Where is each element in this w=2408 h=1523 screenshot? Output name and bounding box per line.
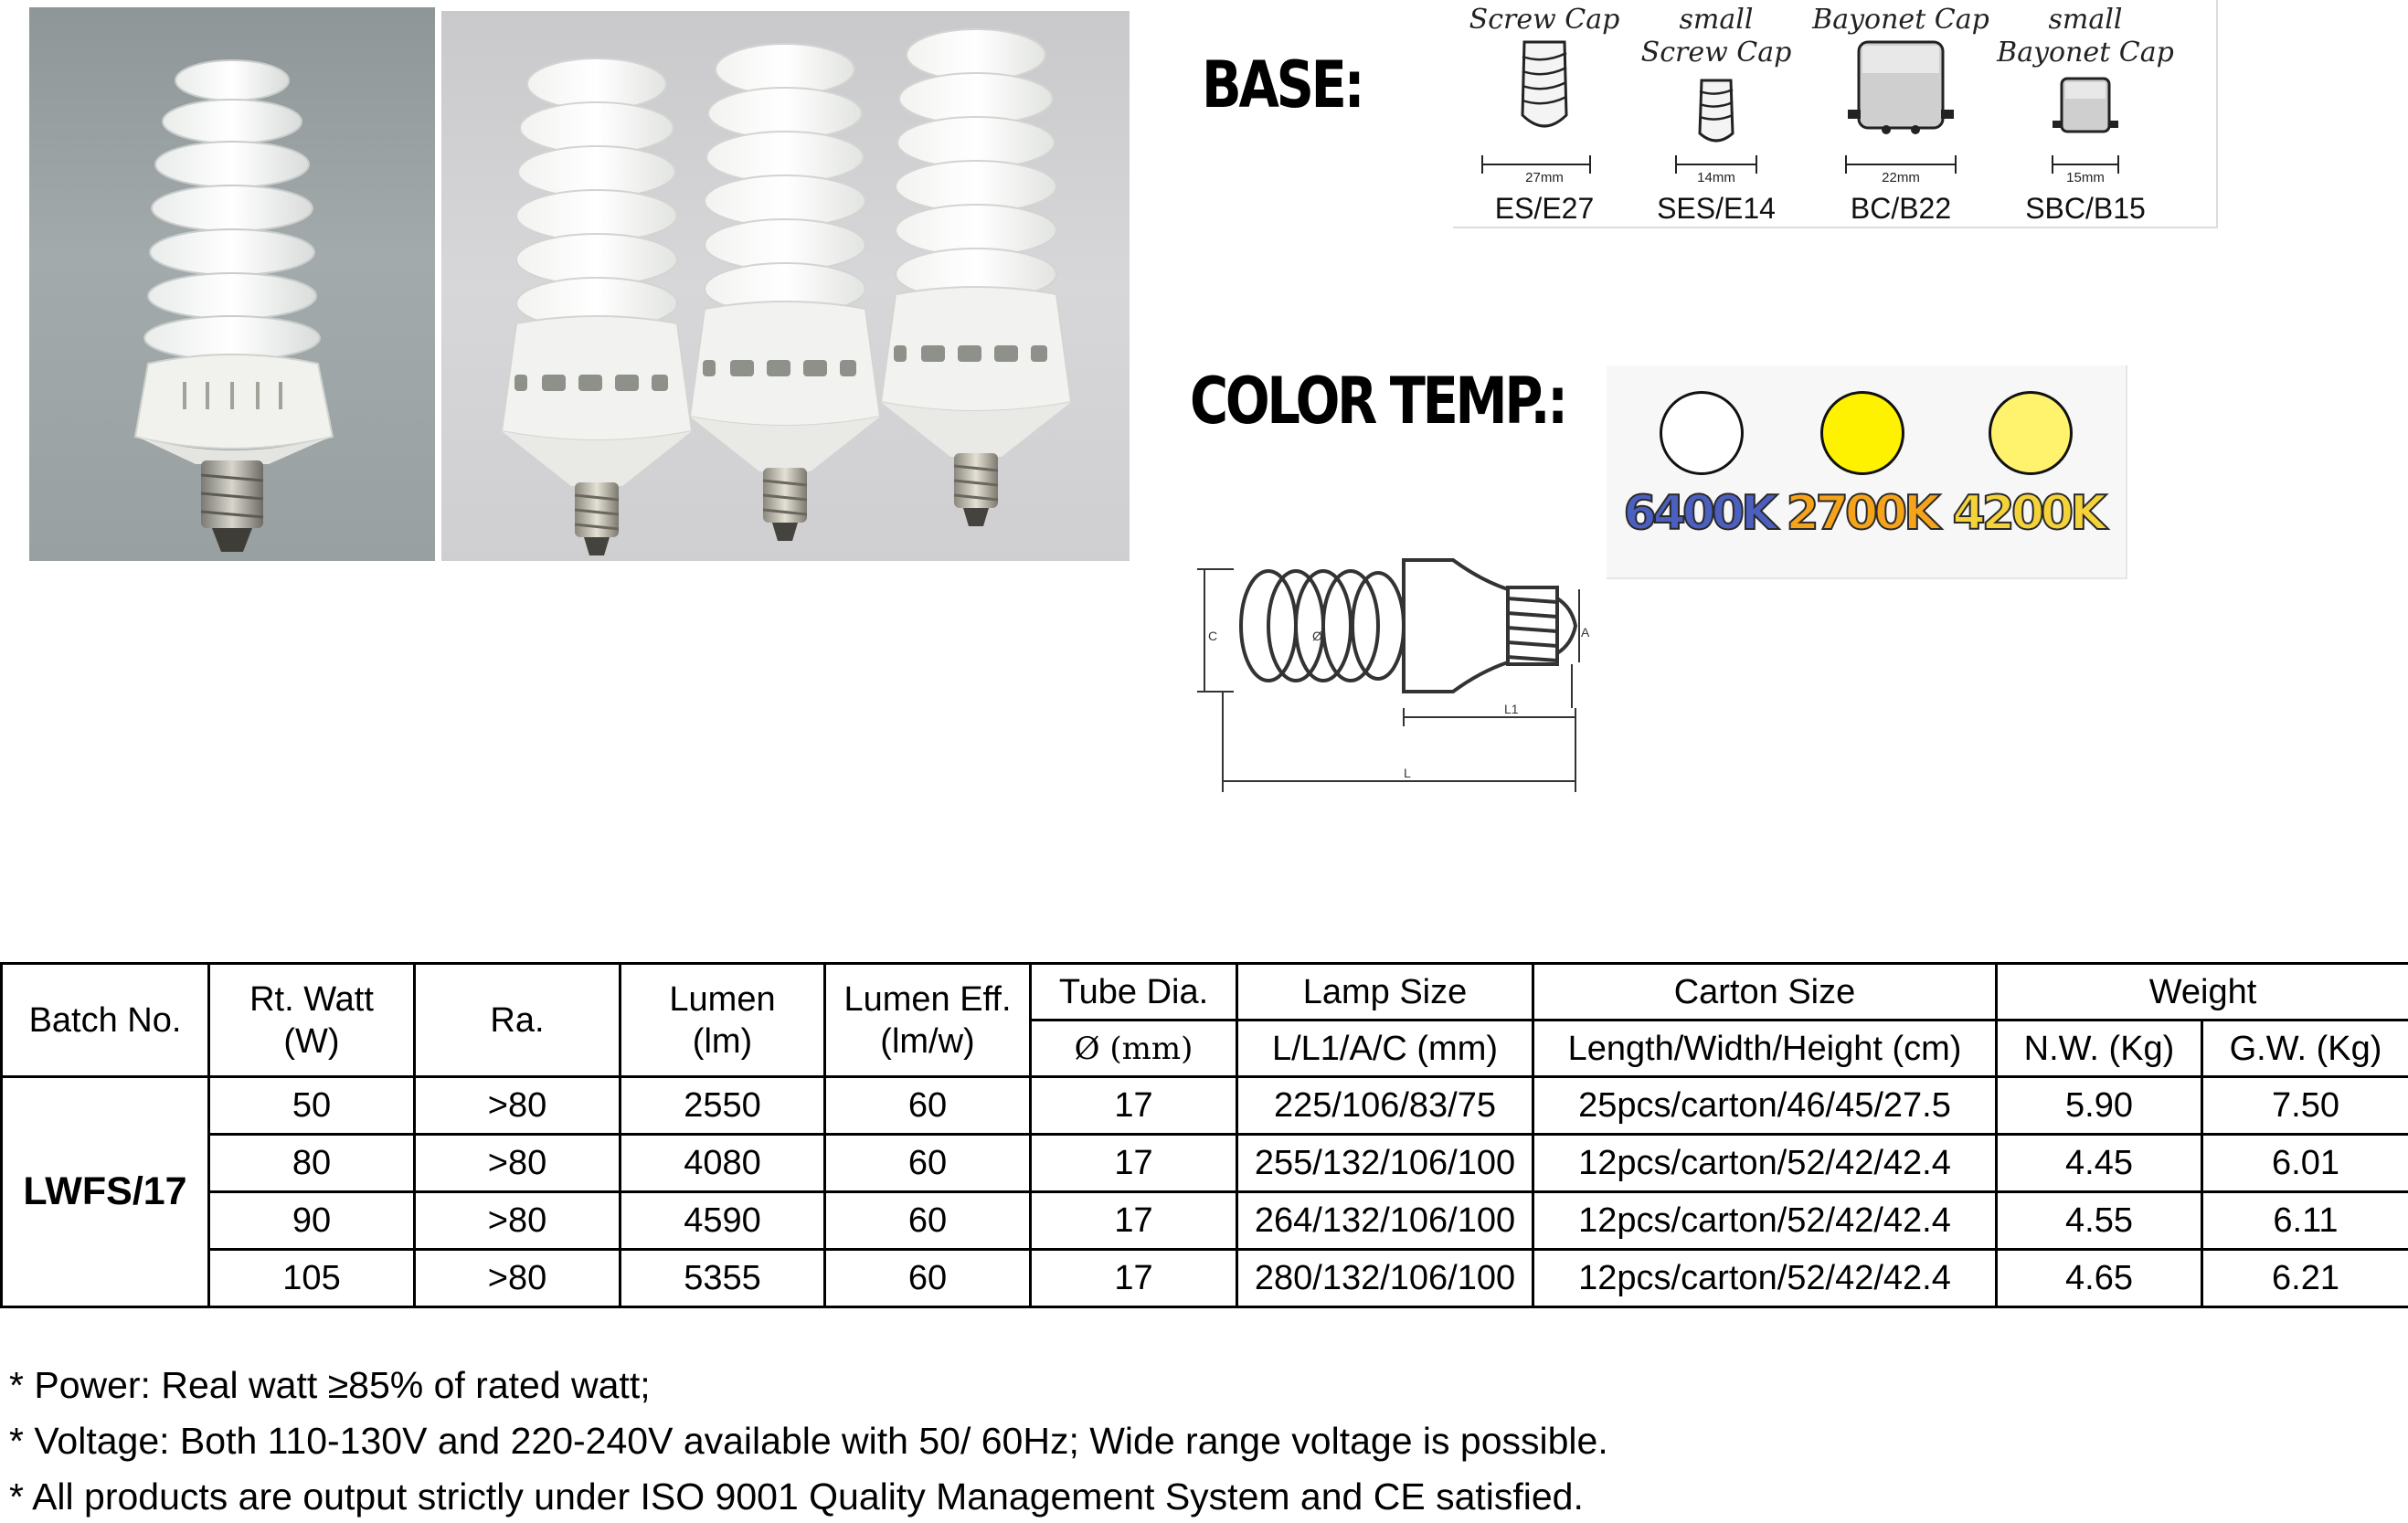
header-weight: Weight bbox=[1997, 964, 2408, 1021]
cell-lamp: 264/132/106/100 bbox=[1237, 1192, 1533, 1250]
color-temp-label-4200k: 4200K bbox=[1952, 486, 2104, 541]
base-type-sbc-b15 bbox=[1994, 0, 2177, 227]
cell-carton: 12pcs/carton/52/42/42.4 bbox=[1533, 1135, 1997, 1192]
cell-lumen: 2550 bbox=[621, 1077, 825, 1135]
cell-tube: 17 bbox=[1031, 1250, 1237, 1307]
cell-eff: 60 bbox=[825, 1192, 1031, 1250]
header-tube-dia: Tube Dia. bbox=[1031, 964, 1237, 1021]
lamp-dimension-diagram bbox=[1197, 553, 1590, 799]
spec-table bbox=[0, 962, 2408, 1308]
cell-carton: 12pcs/carton/52/42/42.4 bbox=[1533, 1250, 1997, 1307]
cell-tube: 17 bbox=[1031, 1077, 1237, 1135]
color-temp-heading: COLOR TEMP.: bbox=[1190, 364, 1565, 439]
table-row bbox=[2, 1077, 2408, 1135]
note-voltage: * Voltage: Both 110-130V and 220-240V available with 50/ 60Hz; Wide range voltage is possible. bbox=[9, 1420, 1608, 1462]
header-lumen-eff: Lumen Eff. (lm/w) bbox=[825, 964, 1031, 1077]
header-nw: N.W. (Kg) bbox=[1997, 1021, 2202, 1077]
cell-lumen: 5355 bbox=[621, 1250, 825, 1307]
color-temp-label-2700k: 2700K bbox=[1786, 486, 1937, 541]
cell-ra: >80 bbox=[415, 1077, 621, 1135]
cell-eff: 60 bbox=[825, 1077, 1031, 1135]
base-title: small bbox=[1679, 4, 1754, 36]
cell-lumen: 4590 bbox=[621, 1192, 825, 1250]
base-heading: BASE: bbox=[1202, 48, 1363, 122]
base-size: 14mm bbox=[1697, 170, 1735, 185]
base-size: 15mm bbox=[2066, 170, 2105, 185]
header-batch: Batch No. bbox=[2, 964, 209, 1077]
cell-watt: 90 bbox=[209, 1192, 415, 1250]
three-spiral-lamps-illustration bbox=[441, 11, 1130, 561]
cell-tube: 17 bbox=[1031, 1135, 1237, 1192]
header-lumen: Lumen (lm) bbox=[621, 964, 825, 1077]
cell-lamp: 280/132/106/100 bbox=[1237, 1250, 1533, 1307]
dim-label-l: L bbox=[1404, 766, 1411, 780]
cell-gw: 7.50 bbox=[2202, 1077, 2408, 1135]
spiral-lamp-illustration bbox=[29, 7, 435, 561]
cell-nw: 4.65 bbox=[1997, 1250, 2202, 1307]
cell-lamp: 225/106/83/75 bbox=[1237, 1077, 1533, 1135]
base-size: 22mm bbox=[1882, 170, 1920, 185]
cell-gw: 6.01 bbox=[2202, 1135, 2408, 1192]
cell-watt: 105 bbox=[209, 1250, 415, 1307]
cell-nw: 4.55 bbox=[1997, 1192, 2202, 1250]
header-tube-unit: Ø (mm) bbox=[1031, 1021, 1237, 1077]
header-ra: Ra. bbox=[415, 964, 621, 1077]
table-header-row-1 bbox=[2, 964, 2408, 1021]
cell-lamp: 255/132/106/100 bbox=[1237, 1135, 1533, 1192]
base-code: ES/E27 bbox=[1494, 192, 1595, 225]
base-title: Bayonet Cap bbox=[1812, 4, 1989, 36]
base-size: 27mm bbox=[1525, 170, 1564, 185]
color-swatch-2700k bbox=[1820, 391, 1904, 475]
table-row bbox=[2, 1250, 2408, 1307]
cell-watt: 50 bbox=[209, 1077, 415, 1135]
cell-ra: >80 bbox=[415, 1135, 621, 1192]
note-power: * Power: Real watt ≥85% of rated watt; bbox=[9, 1364, 651, 1406]
color-swatch-6400k bbox=[1660, 391, 1744, 475]
base-title: small bbox=[2048, 4, 2123, 36]
base-types-panel bbox=[1453, 0, 2218, 228]
header-gw: G.W. (Kg) bbox=[2202, 1021, 2408, 1077]
dim-label-d: Ø bbox=[1312, 629, 1322, 643]
header-watt: Rt. Watt (W) bbox=[209, 964, 415, 1077]
cell-nw: 4.45 bbox=[1997, 1135, 2202, 1192]
color-temp-panel bbox=[1607, 365, 2127, 579]
dim-label-a: A bbox=[1581, 625, 1590, 640]
cell-eff: 60 bbox=[825, 1135, 1031, 1192]
cell-ra: >80 bbox=[415, 1250, 621, 1307]
cell-watt: 80 bbox=[209, 1135, 415, 1192]
base-type-bc-b22 bbox=[1809, 0, 1992, 227]
cell-gw: 6.21 bbox=[2202, 1250, 2408, 1307]
cell-ra: >80 bbox=[415, 1192, 621, 1250]
batch-no-cell: LWFS/17 bbox=[2, 1077, 209, 1307]
base-code: BC/B22 bbox=[1850, 192, 1952, 225]
base-type-es-e27 bbox=[1453, 0, 1636, 227]
table-row bbox=[2, 1135, 2408, 1192]
base-title: Screw Cap bbox=[1469, 4, 1620, 36]
header-lamp-size: Lamp Size bbox=[1237, 964, 1533, 1021]
product-photo-single-lamp bbox=[29, 7, 435, 561]
cell-tube: 17 bbox=[1031, 1192, 1237, 1250]
base-title-line2: Bayonet Cap bbox=[1997, 37, 2174, 69]
header-carton-size: Carton Size bbox=[1533, 964, 1997, 1021]
base-title-line2: Screw Cap bbox=[1640, 37, 1792, 69]
base-type-ses-e14 bbox=[1625, 0, 1808, 227]
cell-carton: 25pcs/carton/46/45/27.5 bbox=[1533, 1077, 1997, 1135]
table-row bbox=[2, 1192, 2408, 1250]
dim-label-l1: L1 bbox=[1504, 702, 1519, 716]
header-lamp-unit: L/L1/A/C (mm) bbox=[1237, 1021, 1533, 1077]
base-code: SES/E14 bbox=[1657, 192, 1776, 225]
product-photo-three-lamps bbox=[441, 11, 1130, 561]
cell-lumen: 4080 bbox=[621, 1135, 825, 1192]
base-code: SBC/B15 bbox=[2025, 192, 2146, 225]
cell-gw: 6.11 bbox=[2202, 1192, 2408, 1250]
cell-eff: 60 bbox=[825, 1250, 1031, 1307]
note-quality: * All products are output strictly under ISO 9001 Quality Management System and CE satisfied. bbox=[9, 1475, 1584, 1518]
cell-nw: 5.90 bbox=[1997, 1077, 2202, 1135]
cell-carton: 12pcs/carton/52/42/42.4 bbox=[1533, 1192, 1997, 1250]
header-carton-unit: Length/Width/Height (cm) bbox=[1533, 1021, 1997, 1077]
color-temp-label-6400k: 6400K bbox=[1623, 486, 1775, 541]
color-swatch-4200k bbox=[1989, 391, 2073, 475]
dim-label-c: C bbox=[1208, 629, 1218, 643]
